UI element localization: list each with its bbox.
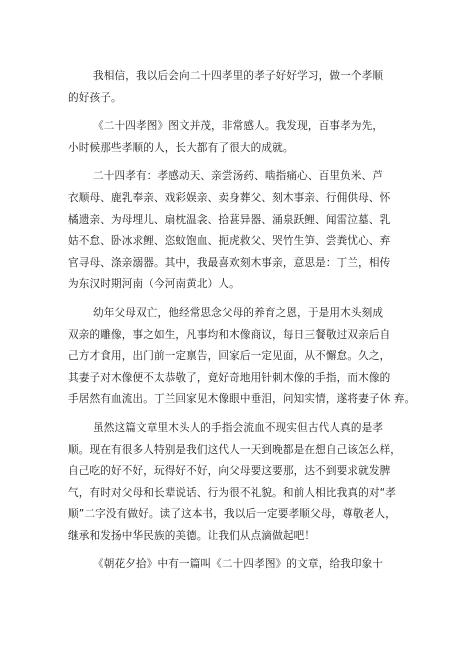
text-line: 姑不怠、卧冰求鲤、恣蚊饱血、扼虎救父、哭竹生笋、尝粪忧心、弃 [68, 235, 391, 248]
paragraph [68, 303, 416, 411]
text-line: 官寻母、涤亲溺器。其中，我最喜欢刻木事亲，意思是：丁兰，相传 [68, 256, 391, 269]
text-line: 手居然有血流出。丁兰回家见木像眼中垂泪，问知实情，遂将妻子休 弃。 [68, 393, 416, 406]
text-line: 其妻子对木像便不太恭敬了，竟好奇地用针刺木像的手指，而木像的 [68, 371, 391, 384]
text-line: 自己吃的好不好，玩得好不好，向父母要这要那，达不到要求就发脾 [68, 465, 391, 478]
text-line: 幼年父母双亡，他经常思念父母的养育之恩，于是用木头刻成 [93, 306, 384, 319]
text-line: 顺。现在有很多人特别是我们这代人一天到晚都是在想自己该怎么样， [68, 443, 402, 456]
text-line: 双亲的雕像，事之如生，凡事均和木像商议，每日三餐敬过双亲后自 [68, 328, 391, 341]
text-line: 小时候那些孝顺的人，长大都有了很大的成就。 [68, 141, 294, 154]
paragraph [68, 554, 394, 576]
text-line: 为东汉时期河南（今河南黄北）人。 [68, 278, 240, 291]
text-line: 橘遗亲、为母埋儿、扇枕温衾、拾葚异器、涌泉跃鲤、闻雷泣墓、乳 [68, 213, 391, 226]
text-line: 二十四孝有：孝感动天、亲尝汤药、啮指痛心、百里负米、芦 [93, 170, 384, 183]
text-line: 我相信，我以后会向二十四孝里的孝子好好学习，做一个孝顺 [93, 70, 384, 82]
paragraph [68, 418, 402, 548]
text-line: 《朝花夕拾》中有一篇叫《二十四孝图》的文章，给我印象十 [93, 558, 384, 571]
text-line: 衣顺母、鹿乳奉亲、戏彩娱亲、卖身葬父、刻木事亲、行佣供母、怀 [68, 191, 391, 204]
text-line: 虽然这篇文章里木头人的手指会流血不现实但古代人真的是孝 [93, 421, 384, 434]
paragraph [68, 66, 394, 109]
document-body [68, 66, 416, 576]
text-line: 《二十四孝图》图文并茂，非常感人。我发现，百事孝为先， [93, 120, 384, 133]
text-line: 顺”二字没有做好。读了这本书，我以后一定要孝顺父母，尊敬老人， [68, 508, 396, 521]
text-line: 己方才食用，出门前一定禀告，回家后一定见面，从不懈怠。久之， [68, 350, 391, 363]
text-line: 气，有时对父母和长辈说话、行为很不礼貌。和前人相比我真的对“孝 [68, 486, 396, 499]
paragraph [68, 166, 394, 296]
text-line: 继承和发扬中华民族的美德。让我们从点滴做起吧！ [68, 529, 316, 542]
paragraph [68, 116, 394, 159]
text-line: 的好孩子。 [68, 91, 122, 104]
